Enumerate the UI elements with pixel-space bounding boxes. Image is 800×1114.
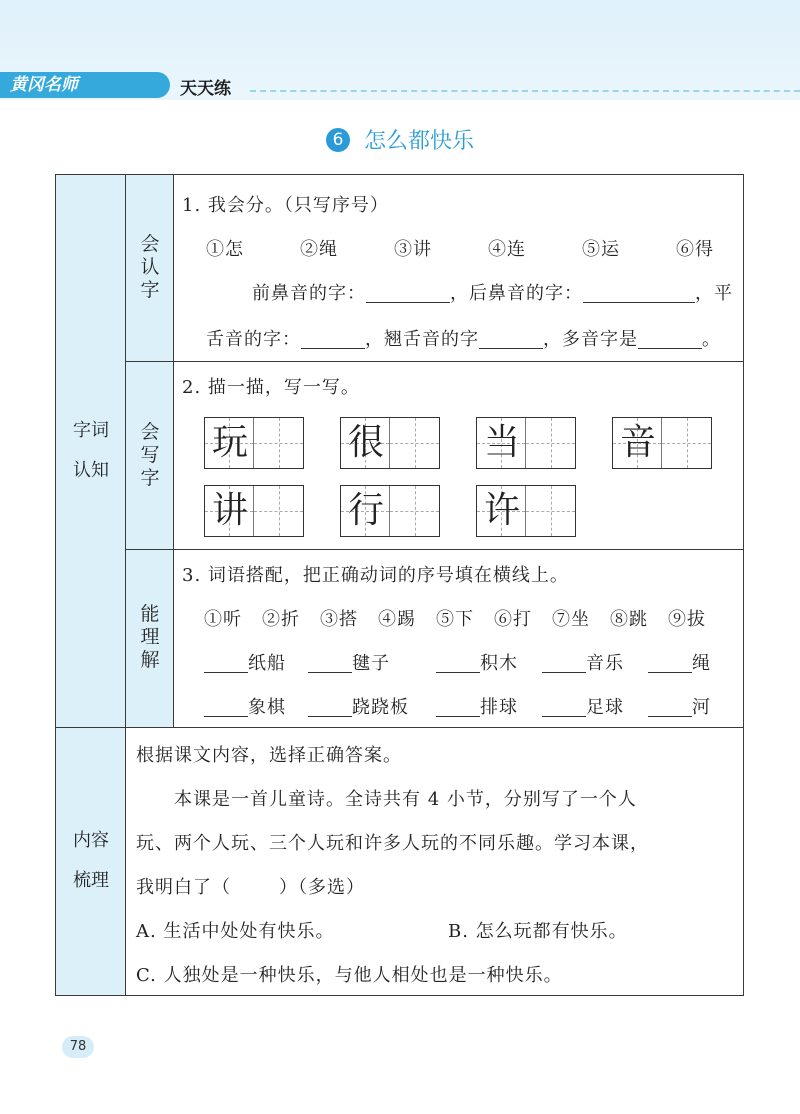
question-4-prompt: 根据课文内容，选择正确答案。 [136, 745, 402, 766]
category-label: 认知 [73, 460, 109, 481]
answer-blank[interactable] [436, 698, 480, 717]
question-1-line-2: 舌音的字： ，翘舌音的字 ，多音字是 。 [206, 329, 721, 350]
option-a[interactable]: A. 生活中处处有快乐。 [136, 921, 335, 942]
question-2-prompt: 2. 描一描，写一写。 [182, 377, 360, 398]
category-label: 字词 [73, 420, 109, 441]
answer-blank[interactable] [542, 698, 586, 717]
question-4-paragraph: 我明白了（ ）（多选） [136, 877, 365, 898]
category-label: 梳理 [73, 870, 109, 891]
lesson-title-text: 怎么都快乐 [363, 129, 474, 154]
section-divider [56, 727, 743, 728]
lesson-title [0, 124, 800, 155]
question-1-line-1: 前鼻音的字： ，后鼻音的字： ，平 [252, 283, 733, 304]
question-1-prompt: 1. 我会分。（只写序号） [182, 195, 389, 216]
header-divider [250, 90, 800, 92]
option-b[interactable]: B. 怎么玩都有快乐。 [448, 921, 628, 942]
answer-blank[interactable] [308, 654, 352, 673]
answer-blank[interactable] [648, 654, 692, 673]
subcategory-label: 会 认 字 [140, 233, 160, 301]
category-label: 内容 [73, 830, 109, 851]
lesson-number-badge: 6 [326, 128, 350, 152]
question-3-verbs: ①听 ②折 ③搭 ④踢 ⑤下 ⑥打 ⑦坐 ⑧跳 ⑨拔 [204, 609, 706, 630]
row-divider [126, 361, 743, 362]
answer-blank[interactable] [301, 330, 365, 349]
answer-blank[interactable] [542, 654, 586, 673]
question-1-options: ①怎 ②绳 ③讲 ④连 ⑤运 ⑥得 [206, 239, 714, 260]
brand-logo: 黄冈名师 [0, 72, 170, 98]
answer-blank[interactable] [204, 654, 248, 673]
exercise-table [55, 174, 744, 996]
option-c[interactable]: C. 人独处是一种快乐，与他人相处也是一种快乐。 [136, 965, 563, 986]
writing-grid[interactable]: 玩 [204, 417, 304, 469]
question-3-row-1: 纸船 毽子 积木 音乐 绳 [204, 649, 711, 675]
answer-blank[interactable] [204, 698, 248, 717]
writing-grid[interactable]: 音 [612, 417, 712, 469]
question-4-paragraph: 玩、两个人玩、三个人玩和许多人玩的不同乐趣。学习本课， [136, 833, 649, 854]
question-3-row-2: 象棋 跷跷板 排球 足球 河 [204, 693, 711, 719]
writing-grid[interactable]: 很 [340, 417, 440, 469]
writing-grid[interactable]: 行 [340, 485, 440, 537]
answer-blank[interactable] [638, 330, 702, 349]
writing-grid[interactable]: 当 [476, 417, 576, 469]
answer-blank[interactable] [479, 330, 543, 349]
writing-grid[interactable]: 讲 [204, 485, 304, 537]
writing-grid[interactable]: 许 [476, 485, 576, 537]
answer-blank[interactable] [583, 284, 695, 303]
answer-blank[interactable] [648, 698, 692, 717]
subcategory-label: 能 理 解 [140, 603, 160, 671]
brand-subtitle: 天天练 [180, 79, 231, 99]
answer-blank[interactable] [436, 654, 480, 673]
answer-blank[interactable] [366, 284, 450, 303]
question-3-prompt: 3. 词语搭配，把正确动词的序号填在横线上。 [182, 565, 569, 586]
question-4-paragraph: 本课是一首儿童诗。全诗共有 4 小节，分别写了一个人 [174, 789, 637, 810]
answer-blank[interactable] [308, 698, 352, 717]
page-number: 78 [62, 1036, 94, 1058]
subcategory-label: 会 写 字 [140, 421, 160, 489]
row-divider [126, 549, 743, 550]
